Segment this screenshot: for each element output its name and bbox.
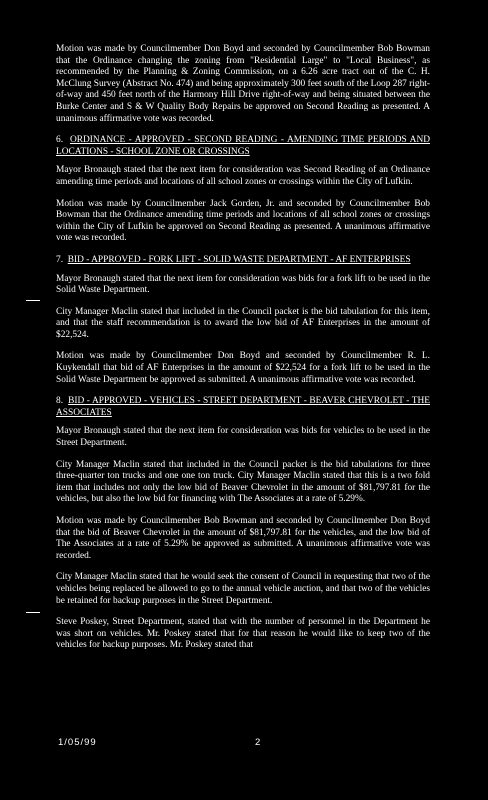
section-number: 8. [56,396,64,407]
paragraph: Motion was made by Councilmember Jack Gorden, Jr. and seconded by Councilmember Bob Bowman that the Ordinance amending time periods and locations of all school zones or crossings within the City of Lufkin be approved on Second Reading as presented. A unanimous affirmative vote was recorded. [56,198,430,244]
section-heading [56,135,430,158]
margin-mark [26,612,40,613]
section-heading [56,396,430,419]
paragraph: Steve Poskey, Street Department, stated that with the number of personnel in the Department he was short on vehicles. Mr. Poskey stated that for that reason he would like to keep two of the vehicles for backup purposes. Mr. Poskey stated that [56,617,430,651]
paragraph: Motion was made by Councilmember Bob Bowman and seconded by Councilmember Don Boyd that the bid of Beaver Chevrolet in the amount of $81,797.81 for the vehicles, and the low bid of The Associates at a rate of 5.29% be approved as submitted. A unanimous affirmative vote was recorded. [56,516,430,561]
paragraph: City Manager Maclin stated that included in the Council packet is the bid tabulation for this item, and that the staff recommendation is to award the low bid of AF Enterprises in the amount of $22,524. [56,306,430,340]
paragraph: Mayor Bronaugh stated that the next item for consideration was bids for vehicles to be used in the Street Department. [56,426,430,449]
page-number: 2 [255,737,261,748]
margin-mark [26,300,40,301]
section-title: BID - APPROVED - FORK LIFT - SOLID WASTE DEPARTMENT - AF ENTERPRISES [67,254,411,265]
document-body [56,44,430,662]
section-heading [56,255,430,267]
paragraph: Mayor Bronaugh stated that the next item for consideration was bids for a fork lift to be used in the Solid Waste Department. [56,273,430,296]
paragraph: Mayor Bronaugh stated that the next item for consideration was Second Reading of an Ordinance amending time periods and locations of all school zones or crossings within the City of Lufkin. [56,165,430,187]
paragraph: Motion was made by Councilmember Don Boyd and seconded by Councilmember Bob Bowman that the Ordinance changing the zoning from "Residential Large" to "Local Business", as recommended by the Planning & Zoning Commission, on a 6.26 acre tract out of the C. H. McClung Survey (Abstract No. 474) and being approximately 300 feet south of the Loop 287 right-of-way and 450 feet north of the Harmony Hill Drive right-of-way and being situated between the Burke Center and S & W Quality Body Repairs be approved on Second Reading as presented. A unanimous affirmative vote was recorded. [56,44,430,124]
section-title: BID - APPROVED - VEHICLES - STREET DEPARTMENT - BEAVER CHEVROLET - THE ASSOCIATES [56,396,430,418]
section-number: 7. [56,254,64,265]
paragraph: City Manager Maclin stated that he would seek the consent of Council in requesting that two of the vehicles being replaced be allowed to go to the annual vehicle auction, and that two of the vehicles be retained for backup purposes in the Street Department. [56,572,430,606]
paragraph: City Manager Maclin stated that included in the Council packet is the bid tabulations for three three-quarter ton trucks and one one ton truck. City Manager Maclin stated that this is a two fold item that includes not only the low bid of Beaver Chevrolet in the amount of $81,797.81 for the vehicles, but also the low bid for financing with The Associates at a rate of 5.29%. [56,459,430,505]
paragraph: Motion was made by Councilmember Don Boyd and seconded by Councilmember R. L. Kuykendall that bid of AF Enterprises in the amount of $22,524 for a fork lift to be used in the Solid Waste Department be approved as submitted. A unanimous affirmative vote was recorded. [56,351,430,385]
section-title: ORDINANCE - APPROVED - SECOND READING - AMENDING TIME PERIODS AND LOCATIONS - SCHOOL ZONE OR CROSSINGS [56,135,430,157]
section-number: 6. [56,135,64,146]
footer-date: 1/05/99 [58,737,97,748]
